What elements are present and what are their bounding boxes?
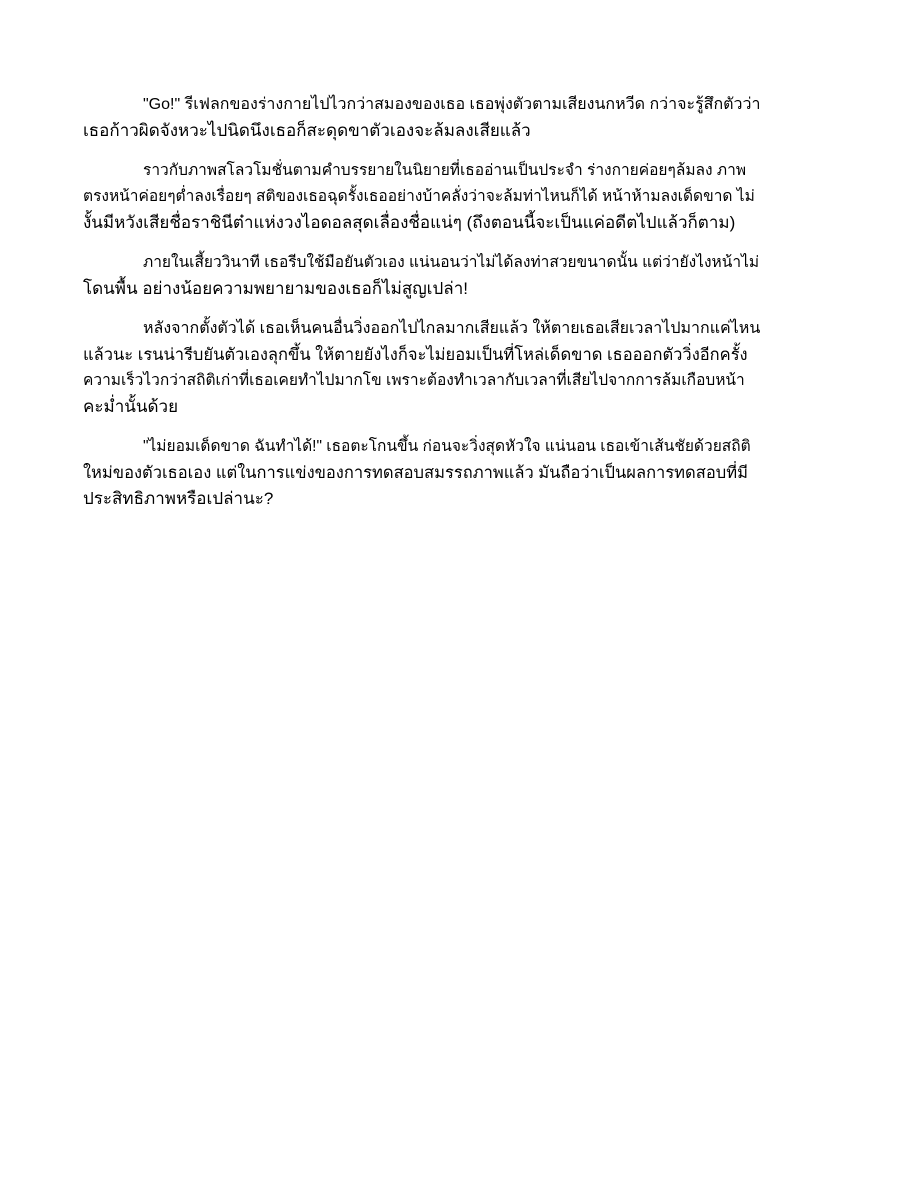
paragraph-line: โดนพื้น อย่างน้อยความพยายามของเธอก็ไม่สูญเปล่า! [83, 279, 468, 298]
paragraph-line: ราวกับภาพสโลวโมชั่นตามคำบรรยายในนิยายที่เธออ่านเป็นประจำ ร่างกายค่อยๆล้มลง ภาพ [143, 162, 747, 179]
paragraph-4 [83, 316, 823, 420]
paragraph-5 [83, 434, 823, 512]
paragraph-line: ประสิทธิภาพหรือเปล่านะ? [83, 489, 274, 508]
paragraph-3 [83, 250, 823, 302]
paragraph-line: งั้นมีหวังเสียชื่อราชินีต๋าแห่งวงไอดอลสุดเลื่องชื่อแน่ๆ (ถึงตอนนี้จะเป็นแค่อดีตไปแล้วก็ตาม) [83, 213, 736, 232]
paragraph-line: "ไม่ยอมเด็ดขาด ฉันทำได้!" เธอตะโกนขึ้น ก่อนจะวิ่งสุดหัวใจ แน่นอน เธอเข้าเส้นชัยด้วยสถิติ [143, 438, 751, 455]
paragraph-line: ใหม่ของตัวเธอเอง แต่ในการแข่งของการทดสอบสมรรถภาพแล้ว มันถือว่าเป็นผลการทดสอบที่มี [83, 464, 748, 482]
paragraph-1 [83, 92, 823, 144]
paragraph-line: "Go!" รีเฟลกของร่างกายไปไวกว่าสมองของเธอ เธอพุ่งตัวตามเสียงนกหวีด กว่าจะรู้สึกตัวว่า [143, 96, 761, 113]
paragraph-line: ความเร็วไวกว่าสถิติเก่าที่เธอเคยทำไปมากโข เพราะต้องทำเวลากับเวลาที่เสียไปจากการล้มเกือบหน้า [83, 372, 745, 389]
paragraph-2 [83, 158, 823, 236]
paragraph-line: แล้วนะ เรนน่ารีบยันตัวเองลุกขึ้น ให้ตายยังไงก็จะไม่ยอมเป็นที่โหล่เด็ดขาด เธอออกตัววิ่งอีกครั้ง [83, 346, 748, 364]
paragraph-line: เธอก้าวผิดจังหวะไปนิดนึงเธอก็สะดุดขาตัวเองจะล้มลงเสียแล้ว [83, 121, 531, 140]
paragraph-line: ตรงหน้าค่อยๆต่ำลงเรื่อยๆ สติของเธอฉุดรั้งเธออย่างบ้าคลั่งว่าจะล้มท่าไหนก็ได้ หน้าห้ามลงเด็ดขาด ไม่ [83, 188, 755, 205]
paragraph-line: ภายในเสี้ยววินาที เธอรีบใช้มือยันตัวเอง แน่นอนว่าไม่ได้ลงท่าสวยขนาดนั้น แต่ว่ายังไงหน้าไม่ [143, 254, 760, 271]
paragraph-line: คะม่ำนั้นด้วย [83, 397, 179, 416]
paragraph-line: หลังจากตั้งตัวได้ เธอเห็นคนอื่นวิ่งออกไปไกลมากเสียแล้ว ให้ตายเธอเสียเวลาไปมากแค่ไหน [143, 320, 761, 337]
document-body [83, 92, 823, 526]
